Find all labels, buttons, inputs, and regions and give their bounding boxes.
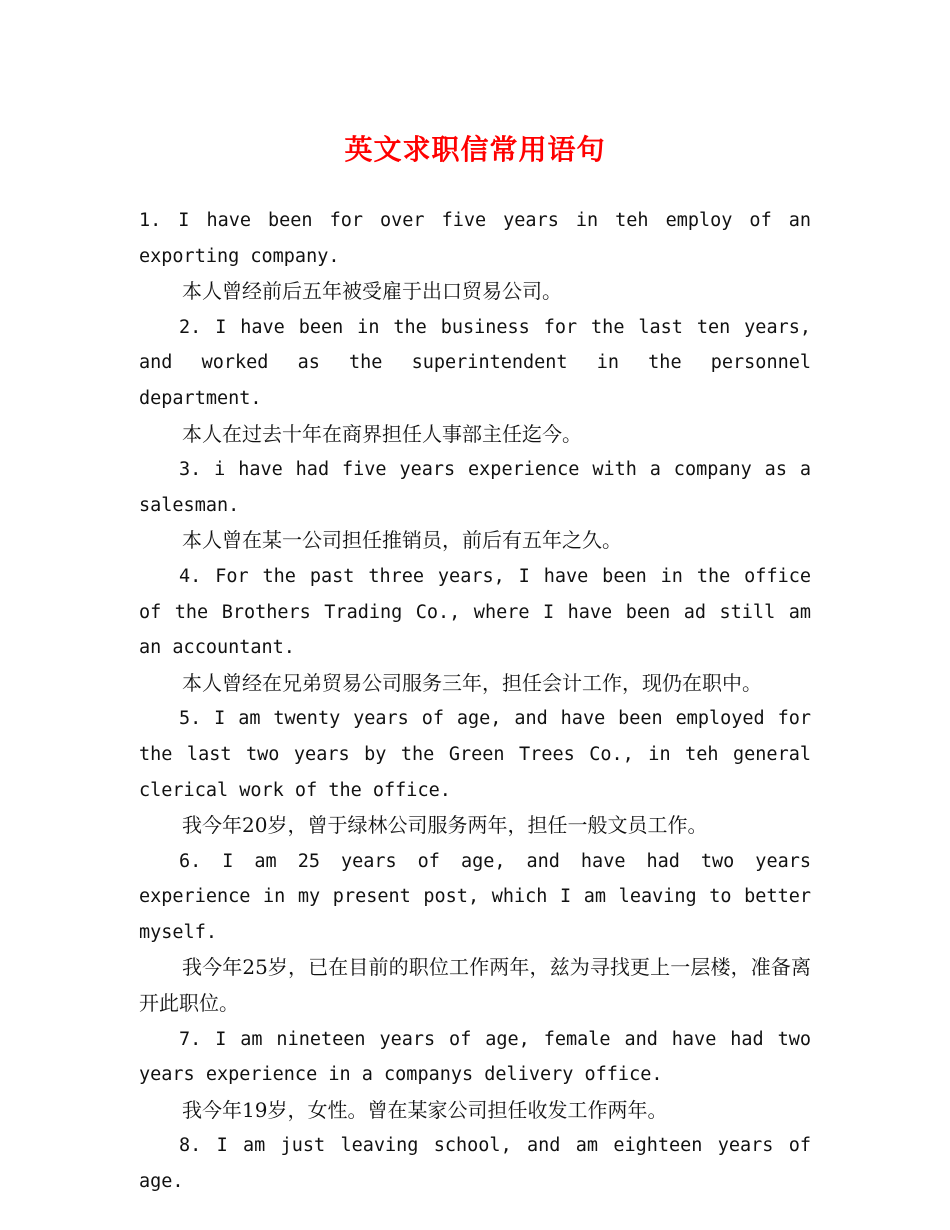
document-body	[139, 203, 811, 1200]
chinese-translation-3: 本人曾在某一公司担任推销员，前后有五年之久。	[182, 528, 622, 553]
chinese-translation-6: 我今年25岁，已在目前的职位工作两年，兹为寻找更上一层楼，准备离开此职位。	[139, 955, 811, 1016]
chinese-translation-7: 我今年19岁，女性。曾在某家公司担任收发工作两年。	[182, 1097, 668, 1122]
english-sentence-5: 5. I am twenty years of age, and have been employed for the last two years by the Green Trees Co., in teh general clerical work of the office.	[139, 708, 811, 801]
english-sentence-4: 4. For the past three years, I have been in the office of the Brothers Trading Co., where I have been ad still am an accountant.	[139, 565, 811, 659]
english-sentence-1: 1. I have been for over five years in teh employ of an exporting company.	[139, 210, 811, 267]
english-sentence-8: 8. I am just leaving school, and am eighteen years of age.	[139, 1135, 811, 1193]
chinese-translation-1: 本人曾经前后五年被受雇于出口贸易公司。	[182, 279, 562, 304]
chinese-translation-4: 本人曾经在兄弟贸易公司服务三年，担任会计工作，现仍在职中。	[182, 670, 762, 695]
english-sentence-3: 3. i have had five years experience with a company as a salesman.	[139, 459, 811, 516]
chinese-translation-2: 本人在过去十年在商界担任人事部主任迄今。	[182, 421, 582, 446]
english-sentence-2: 2. I have been in the business for the last ten years, and worked as the superintendent in the personnel department.	[139, 316, 811, 409]
chinese-translation-5: 我今年20岁，曾于绿林公司服务两年，担任一般文员工作。	[182, 813, 708, 838]
document-title: 英文求职信常用语句	[344, 133, 606, 166]
english-sentence-6: 6. I am 25 years of age, and have had two years experience in my present post, which I am leaving to better myself.	[139, 850, 811, 943]
english-sentence-7: 7. I am nineteen years of age, female and have had two years experience in a companys delivery office.	[139, 1028, 811, 1086]
